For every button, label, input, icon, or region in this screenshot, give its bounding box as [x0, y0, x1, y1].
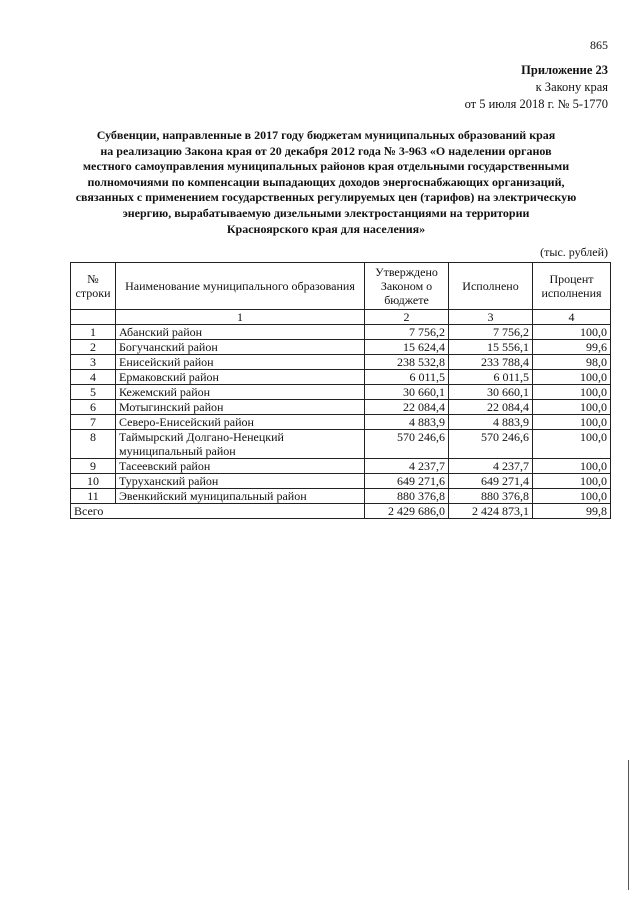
table-row: [71, 400, 611, 415]
percent-value: 100,0: [533, 415, 611, 430]
title-line: полномочиями по компенсации выпадающих доходов энергоснабжающих организаций,: [87, 174, 565, 189]
row-number: 5: [71, 385, 116, 400]
column-numbers-row: [71, 310, 611, 325]
municipality-name: Кежемский район: [116, 385, 365, 400]
executed-value: 7 756,2: [449, 325, 533, 340]
municipality-name: Таймырский Долгано-Ненецкий муниципальный район: [116, 430, 365, 459]
executed-value: 570 246,6: [449, 430, 533, 459]
row-number: 1: [71, 325, 116, 340]
approved-value: 6 011,5: [365, 370, 449, 385]
executed-value: 880 376,8: [449, 489, 533, 504]
row-number: 6: [71, 400, 116, 415]
percent-value: 100,0: [533, 400, 611, 415]
column-number: [71, 310, 116, 325]
approved-value: 7 756,2: [365, 325, 449, 340]
municipality-name: Мотыгинский район: [116, 400, 365, 415]
percent-value: 100,0: [533, 474, 611, 489]
title-line: энергию, вырабатываемую дизельными электростанциями на территории: [122, 205, 530, 220]
municipality-name: Тасеевский район: [116, 459, 365, 474]
percent-value: 100,0: [533, 370, 611, 385]
percent-value: 98,0: [533, 355, 611, 370]
scan-margin-line: [628, 760, 629, 890]
municipality-name: Туруханский район: [116, 474, 365, 489]
title-line: связанных с применением государственных регулируемых цен (тарифов) на электрическую: [75, 190, 577, 205]
appendix-law-ref: к Закону края: [535, 80, 608, 94]
column-number: 2: [365, 310, 449, 325]
table-row: [71, 325, 611, 340]
municipality-name: Северо-Енисейский район: [116, 415, 365, 430]
table-row: [71, 370, 611, 385]
percent-value: 100,0: [533, 489, 611, 504]
row-number: 8: [71, 430, 116, 459]
row-number: 2: [71, 340, 116, 355]
appendix-law-date: от 5 июля 2018 г. № 5-1770: [464, 97, 608, 111]
table-row: [71, 385, 611, 400]
table-row: [71, 459, 611, 474]
total-executed: 2 424 873,1: [449, 504, 533, 519]
row-number: 3: [71, 355, 116, 370]
table-row: [71, 489, 611, 504]
title-line: Красноярского края для населения»: [226, 221, 426, 236]
page-number: 865: [590, 38, 608, 52]
header-percent: Процент исполнения: [533, 263, 611, 310]
subventions-table: [70, 262, 611, 519]
percent-value: 99,6: [533, 340, 611, 355]
approved-value: 4 883,9: [365, 415, 449, 430]
municipality-name: Богучанский район: [116, 340, 365, 355]
approved-value: 649 271,6: [365, 474, 449, 489]
municipality-name: Енисейский район: [116, 355, 365, 370]
table-row: [71, 340, 611, 355]
header-executed: Исполнено: [449, 263, 533, 310]
approved-value: 880 376,8: [365, 489, 449, 504]
total-approved: 2 429 686,0: [365, 504, 449, 519]
units-label: (тыс. рублей): [540, 245, 608, 259]
row-number: 11: [71, 489, 116, 504]
municipality-name: Ермаковский район: [116, 370, 365, 385]
total-label: Всего: [71, 504, 365, 519]
percent-value: 100,0: [533, 430, 611, 459]
row-number: 7: [71, 415, 116, 430]
executed-value: 30 660,1: [449, 385, 533, 400]
title-line: Субвенции, направленные в 2017 году бюджетам муниципальных образований края: [96, 128, 556, 142]
approved-value: 15 624,4: [365, 340, 449, 355]
appendix-title: Приложение 23: [521, 63, 608, 77]
approved-value: 30 660,1: [365, 385, 449, 400]
header-municipality-name: Наименование муниципального образования: [116, 263, 365, 310]
title-line: местного самоуправления муниципальных районов края отдельными государственными: [82, 159, 570, 174]
municipality-name: Абанский район: [116, 325, 365, 340]
executed-value: 15 556,1: [449, 340, 533, 355]
total-percent: 99,8: [533, 504, 611, 519]
municipality-name: Эвенкийский муниципальный район: [116, 489, 365, 504]
title-line: на реализацию Закона края от 20 декабря 2012 года № 3-963 «О наделении органов: [100, 143, 552, 158]
table-row: [71, 355, 611, 370]
executed-value: 4 237,7: [449, 459, 533, 474]
approved-value: 4 237,7: [365, 459, 449, 474]
executed-value: 4 883,9: [449, 415, 533, 430]
header-row-number: № строки: [71, 263, 116, 310]
column-number: 4: [533, 310, 611, 325]
approved-value: 22 084,4: [365, 400, 449, 415]
percent-value: 100,0: [533, 459, 611, 474]
executed-value: 649 271,4: [449, 474, 533, 489]
column-number: 1: [116, 310, 365, 325]
executed-value: 22 084,4: [449, 400, 533, 415]
document-title: [66, 128, 586, 237]
executed-value: 6 011,5: [449, 370, 533, 385]
percent-value: 100,0: [533, 325, 611, 340]
percent-value: 100,0: [533, 385, 611, 400]
table-header-row: [71, 263, 611, 310]
approved-value: 238 532,8: [365, 355, 449, 370]
row-number: 4: [71, 370, 116, 385]
row-number: 10: [71, 474, 116, 489]
appendix-block: [465, 62, 608, 113]
column-number: 3: [449, 310, 533, 325]
table-row: [71, 415, 611, 430]
header-approved: Утверждено Законом о бюджете: [365, 263, 449, 310]
table-total-row: [71, 504, 611, 519]
table-row: [71, 430, 611, 459]
row-number: 9: [71, 459, 116, 474]
approved-value: 570 246,6: [365, 430, 449, 459]
executed-value: 233 788,4: [449, 355, 533, 370]
table-row: [71, 474, 611, 489]
